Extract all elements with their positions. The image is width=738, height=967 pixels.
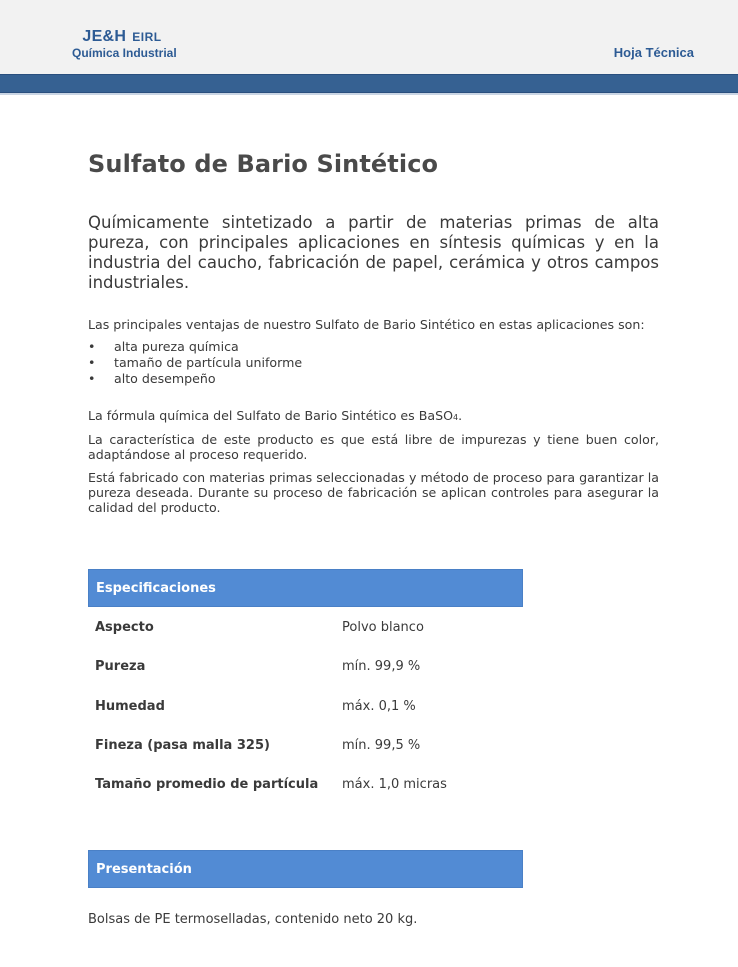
formula-paragraph: La fórmula química del Sulfato de Bario Sintético es BaSO4. [88,408,463,423]
page-header [0,0,738,74]
spec-value: Polvo blanco [342,620,424,635]
manufacturing-paragraph: Está fabricado con materias primas seleccionadas y método de proceso para garantizar la pureza deseada. Durante su proceso de fabricación se aplican controles para asegurar la calidad del producto. [88,470,659,515]
spec-label: Tamaño promedio de partícula [95,777,319,793]
presentation-text: Bolsas de PE termoselladas, contenido neto 20 kg. [88,912,418,927]
table-row [95,620,525,659]
spec-value: máx. 0,1 % [342,698,416,714]
list-item: • alto desempeño [88,371,216,386]
list-item: • tamaño de partícula uniforme [88,355,303,370]
formula-subscript: 4 [453,413,459,422]
table-row [95,659,525,698]
header-band-shadow [0,93,738,95]
presentation-heading: Presentación [88,850,523,888]
bullet-icon: • [88,371,96,386]
table-row [95,777,525,816]
spec-value: máx. 1,0 micras [342,777,447,793]
bullet-icon: • [88,355,96,370]
header-band [0,74,738,93]
table-row [95,699,525,738]
advantages-list [88,339,302,387]
spec-label: Fineza (pasa malla 325) [95,737,270,753]
company-logo [72,28,177,60]
bullet-icon: • [88,339,96,354]
list-item: • alta pureza química [88,339,239,354]
spec-label: Pureza [95,659,146,675]
page-title: Sulfato de Bario Sintético [88,150,439,178]
spec-label: Humedad [95,698,165,714]
specifications-heading: Especificaciones [88,569,523,607]
spec-value: mín. 99,5 % [342,737,421,753]
lead-paragraph: Químicamente sintetizado a partir de materias primas de alta pureza, con principales aplicaciones en síntesis químicas y en la industria del caucho, fabricación de papel, cerámica y otros campos industriales. [88,213,659,292]
specifications-table [95,620,525,816]
brand-name: JE&H [82,28,127,45]
characteristic-paragraph: La característica de este producto es que está libre de impurezas y tiene buen color, adaptándose al proceso requerido. [88,432,659,462]
product-description [88,150,659,515]
brand-suffix: EIRL [132,30,162,44]
brand-subtitle: Química Industrial [72,46,177,60]
document-type: Hoja Técnica [613,45,694,60]
spec-label: Aspecto [95,620,154,635]
table-row [95,738,525,777]
advantages-intro: Las principales ventajas de nuestro Sulfato de Bario Sintético en estas aplicaciones son: [88,317,645,332]
spec-value: mín. 99,9 % [342,659,421,675]
